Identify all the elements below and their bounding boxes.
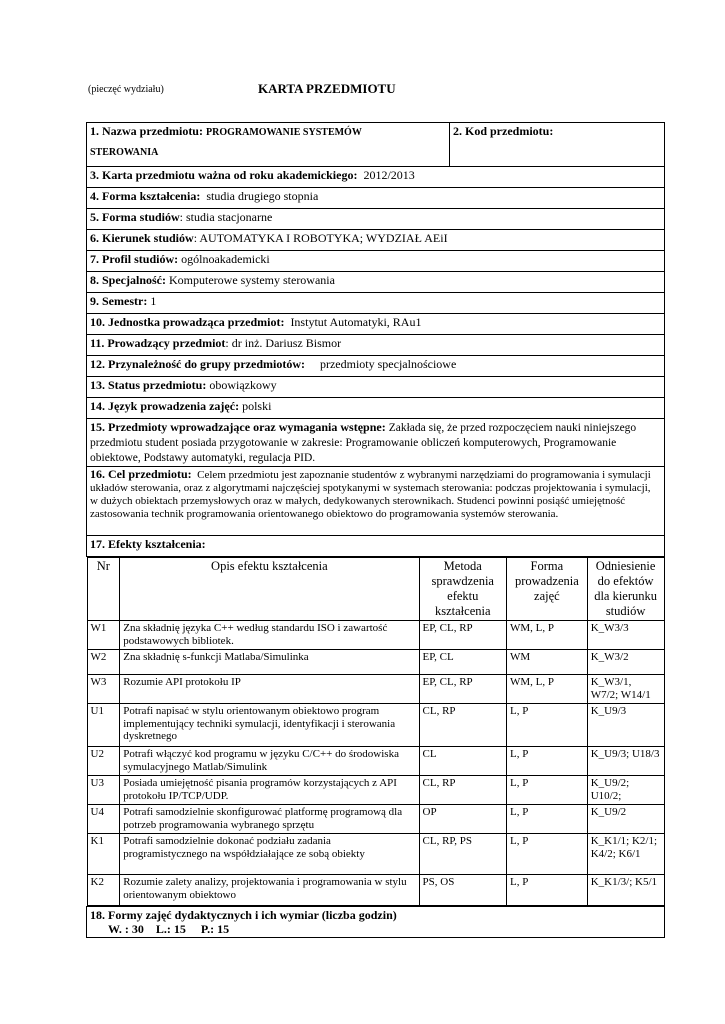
effect-ref: K_U9/3; U18/3 <box>587 747 664 776</box>
course-name-value-part2: STEROWANIA <box>90 147 159 158</box>
effect-nr: W1 <box>87 621 120 650</box>
effect-desc: Zna składnię s-funkcji Matlaba/Simulinka <box>120 650 419 675</box>
effects-row <box>87 875 664 906</box>
effect-method: PS, OS <box>419 875 507 906</box>
effect-desc: Potrafi samodzielnie skonfigurować platformę programową dla potrzeb programowania wybranego sprzętu <box>120 805 419 834</box>
profile-value: ogólnoakademicki <box>181 252 270 266</box>
effect-form: L, P <box>507 875 588 906</box>
row-prerequisites <box>87 419 665 467</box>
faculty-stamp-label: (pieczęć wydziału) <box>88 84 164 95</box>
profile-label: 7. Profil studiów: <box>90 252 179 266</box>
effect-nr: U4 <box>87 805 120 834</box>
effect-desc: Potrafi włączyć kod programu w języku C/C++ do środowiska symulacyjnego Matlab/Simulink <box>120 747 419 776</box>
prerequisites-value: Zakłada się, że przed rozpoczęciem nauki niniejszego przedmiotu student posiada przygotowanie w zakresie: Programowanie obliczeń komputerowych, Programowanie obiektowe, Podstawy automatyki, regulacja PID. <box>90 422 637 464</box>
row-valid-year <box>87 167 665 188</box>
effect-form: L, P <box>507 834 588 875</box>
row-subject-group <box>87 356 665 377</box>
course-name-value-part1: PROGRAMOWANIE SYSTEMÓW <box>205 127 362 138</box>
objective-label: 16. Cel przedmiotu: <box>90 467 192 481</box>
semester-label: 9. Semestr: <box>90 294 148 308</box>
effect-desc: Rozumie zalety analizy, projektowania i programowania w stylu orientowanym obiektowo <box>120 875 419 906</box>
effect-method: CL, RP <box>419 776 507 805</box>
course-code-cell <box>450 123 665 167</box>
valid-year-value: 2012/2013 <box>363 168 415 182</box>
language-value: polski <box>242 399 272 413</box>
effect-method: CL, RP, PS <box>419 834 507 875</box>
row-objective <box>87 467 665 536</box>
effect-form: L, P <box>507 747 588 776</box>
education-form-label: 4. Forma kształcenia: <box>90 189 201 203</box>
row-profile <box>87 251 665 272</box>
valid-year-label: 3. Karta przedmiotu ważna od roku akademickiego: <box>90 168 358 182</box>
effects-row <box>87 675 664 704</box>
status-label: 13. Status przedmiotu: <box>90 378 207 392</box>
effects-header-form: Forma prowadzenia zajęć <box>507 558 588 621</box>
course-name-label: 1. Nazwa przedmiotu: <box>90 124 203 138</box>
effect-nr: K2 <box>87 875 120 906</box>
effect-desc: Potrafi napisać w stylu orientowanym obiektowo program implementujący techniki symulacji, identyfikacji i sterowania dyskretnego <box>120 704 419 747</box>
course-card-table <box>86 122 665 938</box>
effect-method: OP <box>419 805 507 834</box>
row-language <box>87 398 665 419</box>
row-lecturer <box>87 335 665 356</box>
effects-header-nr: Nr <box>87 558 120 621</box>
effect-nr: W2 <box>87 650 120 675</box>
effect-ref: K_W3/3 <box>587 621 664 650</box>
prerequisites-label: 15. Przedmioty wprowadzające oraz wymagania wstępne: <box>90 420 386 434</box>
effects-row <box>87 834 664 875</box>
effect-ref: K_K1/1; K2/1; K4/2; K6/1 <box>587 834 664 875</box>
effect-desc: Posiada umiejętność pisania programów korzystających z API protokołu IP/TCP/UDP. <box>120 776 419 805</box>
language-label: 14. Język prowadzenia zajęć: <box>90 399 240 413</box>
effect-method: EP, CL, RP <box>419 621 507 650</box>
effect-nr: U1 <box>87 704 120 747</box>
course-name-cell <box>87 123 450 167</box>
effect-form: WM <box>507 650 588 675</box>
effects-table <box>87 557 665 906</box>
effects-row <box>87 704 664 747</box>
lecturer-value: : dr inż. Dariusz Bismor <box>225 336 342 350</box>
effects-row <box>87 621 664 650</box>
effect-ref: K_K1/3/; K5/1 <box>587 875 664 906</box>
row-semester <box>87 293 665 314</box>
effect-ref: K_U9/3 <box>587 704 664 747</box>
effects-row <box>87 776 664 805</box>
effect-nr: U2 <box>87 747 120 776</box>
row-specialty <box>87 272 665 293</box>
effect-ref: K_U9/2 <box>587 805 664 834</box>
lecturer-label: 11. Prowadzący przedmiot <box>90 336 226 350</box>
subject-group-label: 12. Przynależność do grupy przedmiotów: <box>90 357 305 371</box>
row-study-form <box>87 209 665 230</box>
objective-value: Celem przedmiotu jest zapoznanie studentów z wybranymi narzędziami do programowania i symulacji układów sterowania, oraz z algorytmami najczęściej spotykanymi w systemach sterowania: podczas projektowania i symulacji, w dużych obiektach przemysłowych oraz w małych, dedykowanych sterownikach. Studenci powinni posiąść umiejętność zastosowania technik programowania orientowanego obiektowo do programowania systemów sterowania. <box>90 469 651 520</box>
row-effects-table <box>87 557 665 907</box>
field-of-study-label: 6. Kierunek studiów <box>90 231 194 245</box>
effect-method: EP, CL, RP <box>419 675 507 704</box>
effect-ref: K_W3/1, W7/2; W14/1 <box>587 675 664 704</box>
effect-ref: K_U9/2; U10/2; <box>587 776 664 805</box>
effects-header-desc: Opis efektu kształcenia <box>120 558 419 621</box>
effects-header-ref: Odniesienie do efektów dla kierunku studiów <box>587 558 664 621</box>
document-title: KARTA PRZEDMIOTU <box>258 81 396 96</box>
row-course-name <box>87 123 665 167</box>
effect-form: WM, L, P <box>507 621 588 650</box>
effect-method: CL, RP <box>419 704 507 747</box>
effect-method: EP, CL <box>419 650 507 675</box>
education-form-value: studia drugiego stopnia <box>206 189 319 203</box>
effects-row <box>87 747 664 776</box>
unit-label: 10. Jednostka prowadząca przedmiot: <box>90 315 285 329</box>
effects-row <box>87 805 664 834</box>
study-form-value: : studia stacjonarne <box>179 210 273 224</box>
effect-form: L, P <box>507 776 588 805</box>
effect-form: L, P <box>507 805 588 834</box>
row-effects-title <box>87 536 665 557</box>
class-forms-hours: W. : 30 L.: 15 P.: 15 <box>108 922 230 936</box>
field-of-study-value: : AUTOMATYKA I ROBOTYKA; WYDZIAŁ AEiI <box>193 231 448 245</box>
effects-label: 17. Efekty kształcenia: <box>90 537 206 551</box>
effect-desc: Potrafi samodzielnie dokonać podziału zadania programistycznego na współdziałające ze sobą obiekty <box>120 834 419 875</box>
effect-form: WM, L, P <box>507 675 588 704</box>
effect-nr: W3 <box>87 675 120 704</box>
row-class-forms <box>87 907 665 938</box>
effect-ref: K_W3/2 <box>587 650 664 675</box>
effect-desc: Zna składnię języka C++ według standardu ISO i zawartość podstawowych bibliotek. <box>120 621 419 650</box>
study-form-label: 5. Forma studiów <box>90 210 180 224</box>
row-status <box>87 377 665 398</box>
class-forms-label: 18. Formy zajęć dydaktycznych i ich wymiar (liczba godzin) <box>90 908 397 922</box>
effects-header-method: Metoda sprawdzenia efektu kształcenia <box>419 558 507 621</box>
effect-nr: U3 <box>87 776 120 805</box>
effect-method: CL <box>419 747 507 776</box>
effects-header-row <box>87 558 664 621</box>
row-field-of-study <box>87 230 665 251</box>
row-unit <box>87 314 665 335</box>
effect-nr: K1 <box>87 834 120 875</box>
status-value: obowiązkowy <box>209 378 277 392</box>
effects-row <box>87 650 664 675</box>
row-education-form <box>87 188 665 209</box>
effect-form: L, P <box>507 704 588 747</box>
unit-value: Instytut Automatyki, RAu1 <box>290 315 422 329</box>
specialty-label: 8. Specjalność: <box>90 273 166 287</box>
semester-value: 1 <box>150 294 157 308</box>
specialty-value: Komputerowe systemy sterowania <box>169 273 335 287</box>
subject-group-value: przedmioty specjalnościowe <box>319 357 457 371</box>
effect-desc: Rozumie API protokołu IP <box>120 675 419 704</box>
course-code-label: 2. Kod przedmiotu: <box>453 124 554 138</box>
